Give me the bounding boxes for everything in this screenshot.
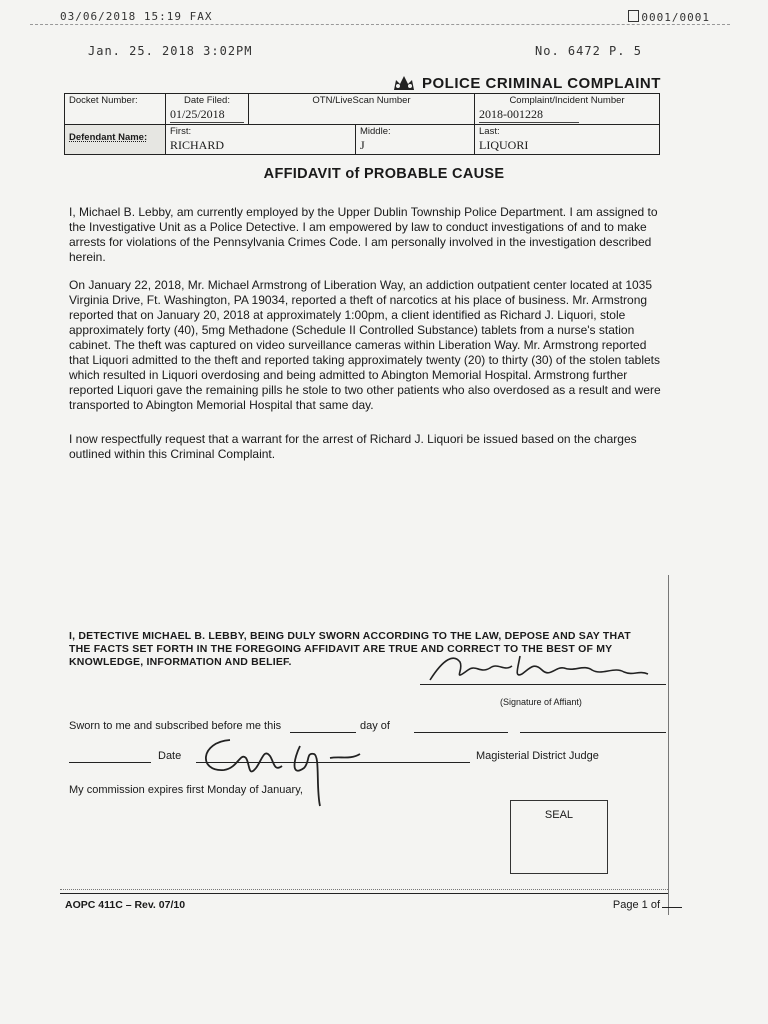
docket-label: Docket Number: — [69, 95, 138, 106]
affidavit-paragraph-3: I now respectfully request that a warrant for the arrest of Richard J. Liquori be issued based on the charges outlined within this Criminal Complaint. — [69, 432, 637, 461]
date-blank — [69, 762, 151, 763]
affiant-signature — [424, 648, 654, 688]
affidavit-paragraph-1: I, Michael B. Lebby, am currently employed by the Upper Dublin Township Police Department. I am assigned to the Investigative Unit as a Police Detective. I am empowered by law to conduct investigations of and to make arrests for violations of the Pennsylvania Crimes Code. I am personally involved in the investigation described herein. — [69, 205, 658, 264]
margin-rule — [668, 575, 669, 915]
fax-sent-number: No. 6472 P. 5 — [535, 44, 642, 58]
page-number-label: Page 1 of — [612, 899, 660, 911]
seal-label: SEAL — [544, 809, 574, 821]
fax-sent-time: Jan. 25. 2018 3:02PM — [88, 44, 253, 58]
affidavit-heading: AFFIDAVIT of PROBABLE CAUSE — [263, 166, 505, 182]
day-of-text: day of — [360, 720, 390, 732]
first-name-value: RICHARD — [170, 138, 225, 152]
date-filed-cell — [166, 94, 249, 125]
incident-cell — [475, 94, 660, 125]
fax-header: 03/06/2018 15:19 FAX — [60, 10, 213, 23]
complaint-title-text: POLICE CRIMINAL COMPLAINT — [422, 75, 661, 92]
page-number — [613, 899, 682, 911]
footer-rule — [60, 893, 668, 894]
complaint-title — [392, 74, 661, 92]
defendant-label: Defendant Name: — [69, 132, 148, 143]
incident-label: Complaint/Incident Number — [509, 95, 625, 106]
fax-divider — [30, 24, 730, 25]
fax-page-count — [628, 10, 710, 24]
judge-signature — [190, 728, 390, 808]
date-filed-label: Date Filed: — [184, 95, 230, 106]
last-name-value: LIQUORI — [479, 138, 529, 152]
commission-text: My commission expires first Monday of January, — [69, 784, 303, 796]
incident-value: 2018-001228 — [479, 107, 579, 123]
date-label: Date — [158, 750, 182, 762]
sworn-text: Sworn to me and subscribed before me this — [69, 720, 282, 732]
otn-label: OTN/LiveScan Number — [312, 95, 411, 106]
sworn-month-blank — [414, 732, 508, 733]
affiant-signature-label: (Signature of Affiant) — [500, 697, 582, 707]
fax-page-count-text: 0001/0001 — [641, 11, 710, 24]
form-id: AOPC 411C – Rev. 07/10 — [65, 899, 186, 911]
seal-box — [510, 800, 608, 874]
pennsylvania-seal-icon — [392, 74, 416, 92]
otn-cell — [249, 94, 475, 125]
docket-cell — [65, 94, 166, 125]
judge-label: Magisterial District Judge — [476, 750, 599, 762]
page-total-blank — [662, 907, 682, 908]
caption-table — [64, 93, 660, 155]
footer-dotted-rule — [60, 889, 668, 890]
middle-name-value: J — [360, 138, 365, 152]
middle-name-label: Middle: — [360, 126, 391, 137]
affiant-signature-line — [420, 684, 666, 685]
defendant-label-cell — [65, 125, 166, 155]
middle-name-cell — [356, 125, 475, 155]
oath-statement: I, DETECTIVE MICHAEL B. LEBBY, BEING DULY SWORN ACCORDING TO THE LAW, DEPOSE AND SAY THAT THE FACTS SET FORTH IN THE FOREGOING AFFIDAVIT ARE TRUE AND CORRECT TO THE BEST OF MY KNOWLEDGE, INFORMATION AND BELIEF. — [69, 630, 631, 668]
last-name-label: Last: — [479, 126, 500, 137]
fax-page-icon — [628, 10, 639, 22]
last-name-cell — [475, 125, 660, 155]
affidavit-paragraph-2: On January 22, 2018, Mr. Michael Armstrong of Liberation Way, an addiction outpatient center located at 1035 Virginia Drive, Ft. Washington, PA 19034, reported a theft of narcotics at his place of business. Mr. Armstrong reported that on January 20, 2018 at approximately 1:00pm, a client identified as Richard J. Liquori, stole approximately forty (40), 5mg Methadone (Schedule II Controlled Substance) tablets from a nurse's station cabinet. The theft was captured on video surveillance cameras within Liberation Way. Mr. Armstrong reported that Liquori admitted to the theft and reported taking approximately twenty (20) to thirty (30) of the stolen tablets which resulted in Liquori overdosing and being admitted to Abington Memorial Hospital. Armstrong further reported Liquori gave the remaining pills he stole to two other patients who also overdosed as a result and were transported to Abington Memorial Hospital that same day. — [69, 278, 661, 412]
sworn-year-blank — [520, 732, 666, 733]
first-name-cell — [166, 125, 356, 155]
date-filed-value: 01/25/2018 — [170, 107, 244, 123]
first-name-label: First: — [170, 126, 192, 137]
